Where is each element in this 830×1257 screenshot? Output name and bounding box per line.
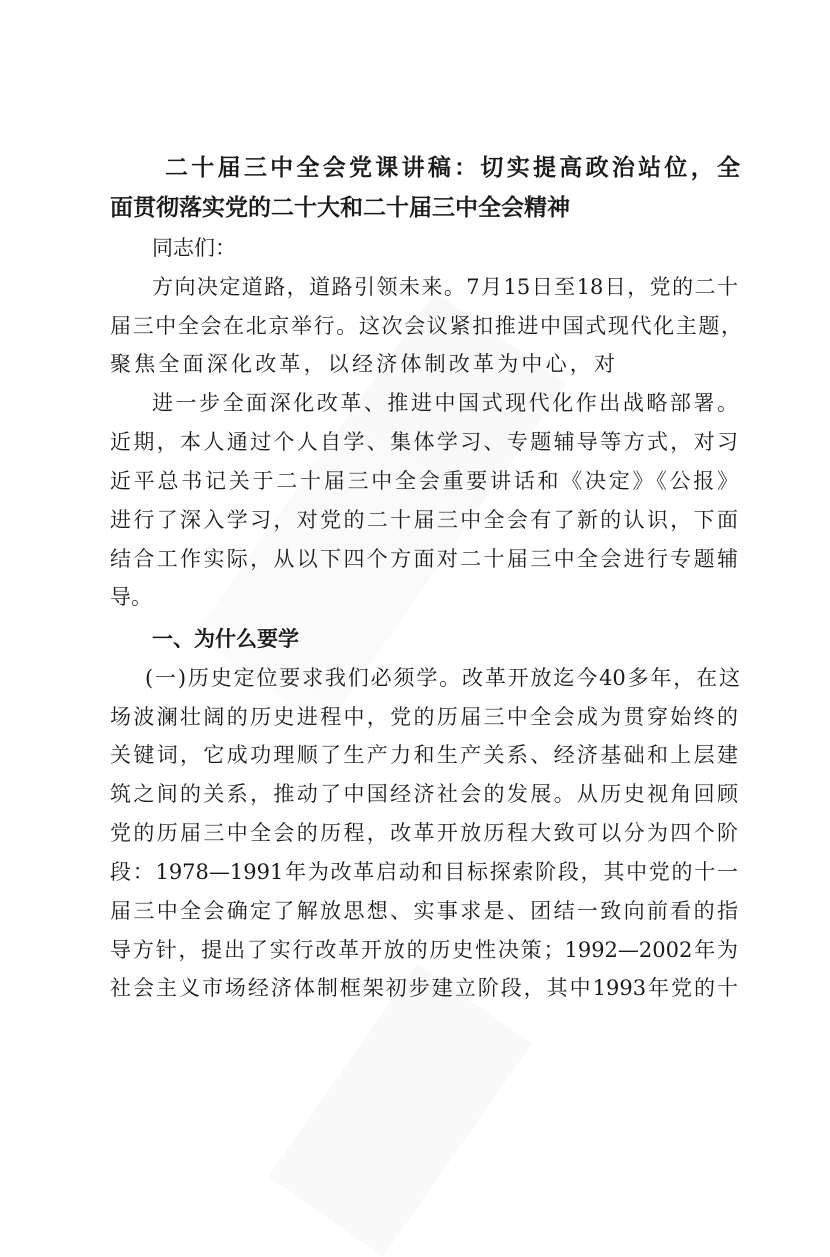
paragraph-line: 进一步全面深化改革、推进中国式现代化作出战略部署。 xyxy=(152,391,738,415)
paragraph-line: 导。 xyxy=(110,585,152,609)
watermark xyxy=(268,963,532,1256)
paragraph-line: 届三中全会确定了解放思想、实事求是、团结一致向前看的指 xyxy=(110,899,738,923)
paragraph-line: 进行了深入学习，对党的二十届三中全会有了新的认识，下面 xyxy=(110,508,738,532)
salutation: 同志们： xyxy=(152,236,236,260)
paragraph-line: 关键词，它成功理顺了生产力和生产关系、经济基础和上层建 xyxy=(110,743,738,767)
paragraph-line: 社会主义市场经济体制框架初步建立阶段，其中1993年党的十 xyxy=(110,976,738,1000)
paragraph-line: 场波澜壮阔的历史进程中，党的历届三中全会成为贯穿始终的 xyxy=(110,705,738,729)
paragraph-line: 筑之间的关系，推动了中国经济社会的发展。从历史视角回顾 xyxy=(110,782,738,806)
paragraph-line: 段：1978—1991年为改革启动和目标探索阶段，其中党的十一 xyxy=(110,860,738,884)
section-heading: 一、为什么要学 xyxy=(152,627,299,651)
paragraph-line: 党的历届三中全会的历程，改革开放历程大致可以分为四个阶 xyxy=(110,821,738,845)
paragraph-line: 结合工作实际，从以下四个方面对二十届三中全会进行专题辅 xyxy=(110,547,738,571)
document-title-line-1: 二十届三中全会党课讲稿：切实提高政治站位，全 xyxy=(165,155,740,181)
document-title-line-2: 面贯彻落实党的二十大和二十届三中全会精神 xyxy=(110,195,570,221)
paragraph-line: 导方针，提出了实行改革开放的历史性决策；1992—2002年为 xyxy=(110,938,738,962)
paragraph-line: 近平总书记关于二十届三中全会重要讲话和《决定》《公报》 xyxy=(110,469,738,493)
paragraph-line: 届三中全会在北京举行。这次会议紧扣推进中国式现代化主题， xyxy=(110,314,742,338)
paragraph-line: 近期，本人通过个人自学、集体学习、专题辅导等方式，对习 xyxy=(110,430,738,454)
paragraph-line: 聚焦全面深化改革，以经济体制改革为中心，对 xyxy=(110,352,619,376)
paragraph-line: 方向决定道路，道路引领未来。7月15日至18日，党的二十 xyxy=(152,275,738,299)
paragraph-line: (一)历史定位要求我们必须学。改革开放迄今40多年，在这 xyxy=(145,666,740,690)
